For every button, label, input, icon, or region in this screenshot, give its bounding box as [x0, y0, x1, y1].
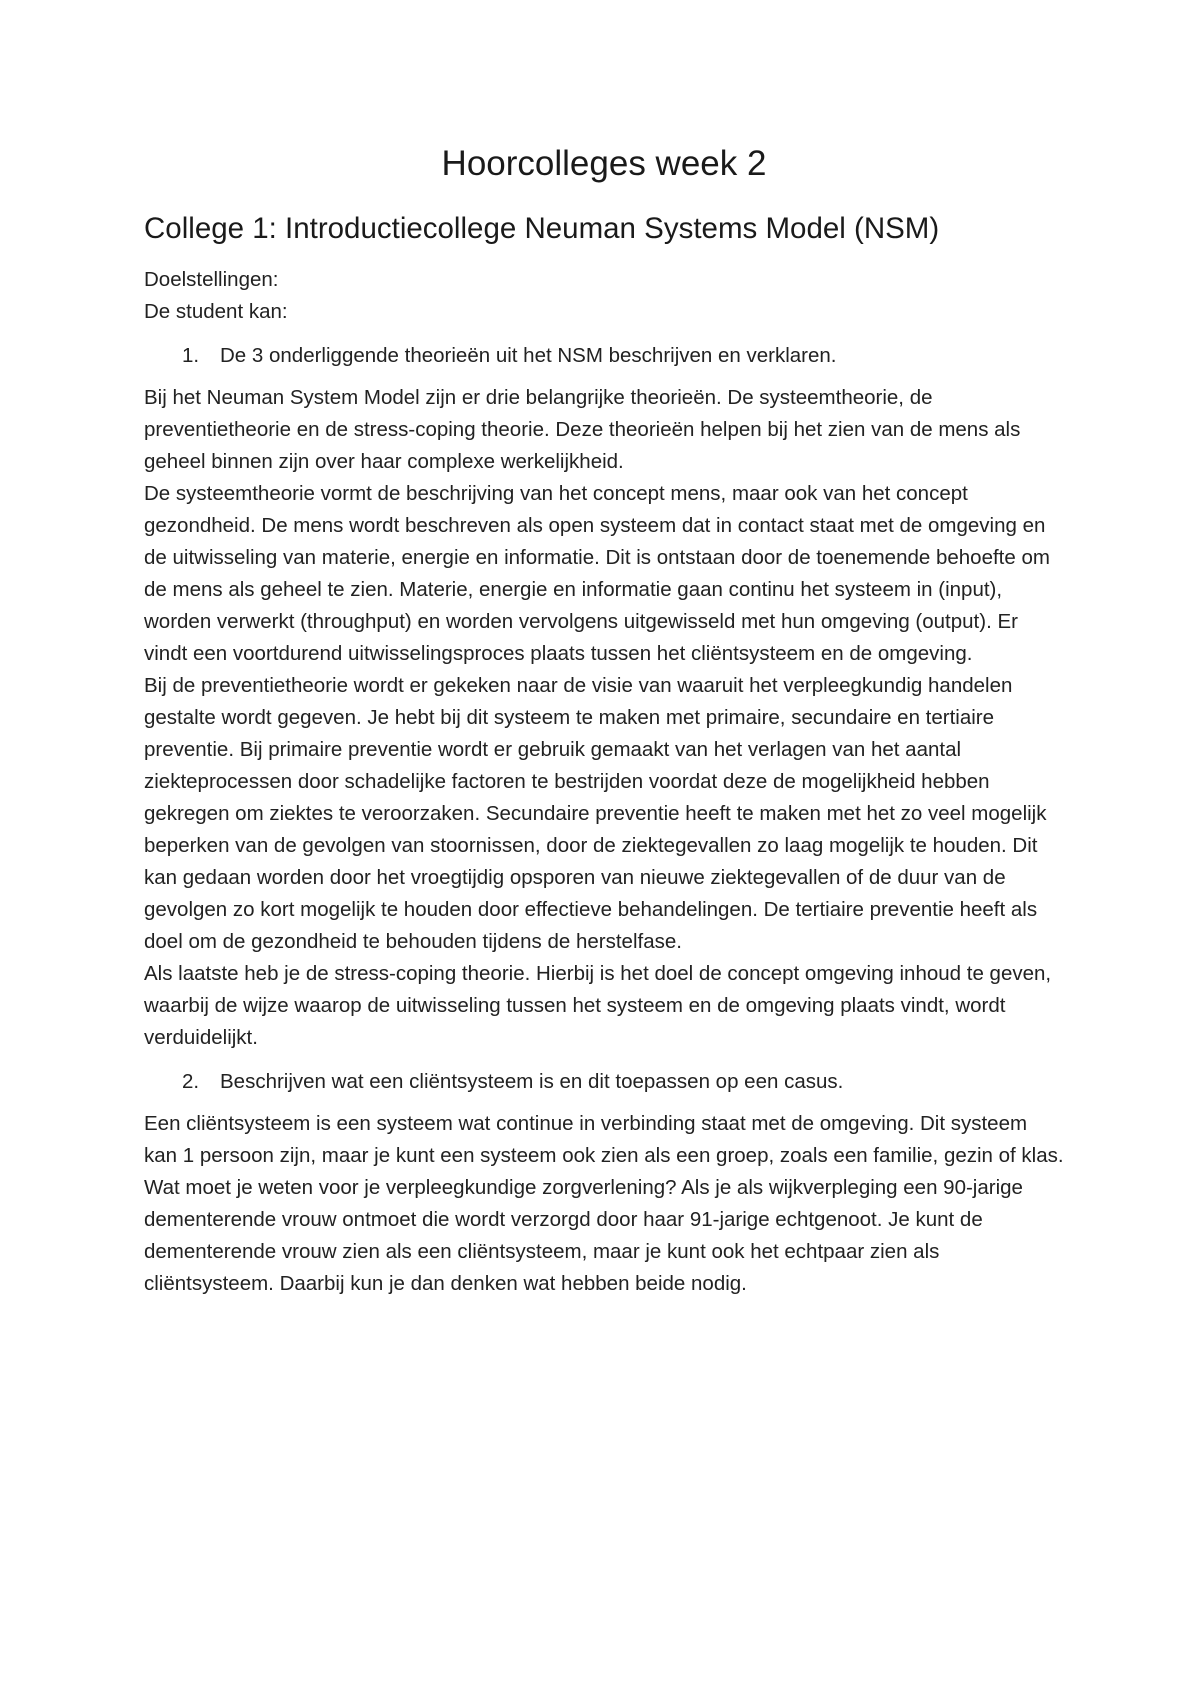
- goal-item-1: [144, 340, 1064, 372]
- paragraph-stress-coping: Als laatste heb je de stress-coping theorie. Hierbij is het doel de concept omgeving inhoud te geven, waarbij de wijze waarop de uitwisseling tussen het systeem en de omgeving plaats vindt, wordt verduidelijkt.: [144, 962, 1052, 1049]
- paragraph-theories-intro: Bij het Neuman System Model zijn er drie belangrijke theorieën. De systeemtheorie, de preventietheorie en de stress-coping theorie. Deze theorieën helpen bij het zien van de mens als geheel binnen zijn over haar complexe werkelijkheid.: [144, 386, 1021, 473]
- goal-text: De 3 onderliggende theorieën uit het NSM beschrijven en verklaren.: [220, 344, 837, 367]
- goal-item-2: [144, 1066, 1064, 1098]
- student-label: De student kan:: [144, 300, 288, 323]
- goal-number: 2.: [182, 1070, 200, 1093]
- paragraph-zorgverlening: Wat moet je weten voor je verpleegkundige zorgverlening? Als je als wijkverpleging een 90-jarige dementerende vrouw ontmoet die wordt verzorgd door haar 91-jarige echtgenoot. Je kunt de dementerende vrouw zien als een cliëntsysteem, maar je kunt ook het echtpaar zien als cliëntsysteem. Daarbij kun je dan denken wat hebben beide nodig.: [144, 1176, 1023, 1295]
- paragraph-preventietheorie: Bij de preventietheorie wordt er gekeken naar de visie van waaruit het verpleegkundig handelen gestalte wordt gegeven. Je hebt bij dit systeem te maken met primaire, secundaire en tertiaire preventie. Bij primaire preventie wordt er gebruik gemaakt van het verlagen van het aantal ziekteprocessen door schadelijke factoren te bestrijden voordat deze de mogelijkheid hebben gekregen om ziektes te veroorzaken. Secundaire preventie heeft te maken met het zo veel mogelijk beperken van de gevolgen van stoornissen, door de ziektegevallen zo laag mogelijk te houden. Dit kan gedaan worden door het vroegtijdig opsporen van nieuwe ziektegevallen of de duur van de gevolgen zo kort mogelijk te houden door effectieve behandelingen. De tertiaire preventie heeft als doel om de gezondheid te behouden tijdens de herstelfase.: [144, 674, 1047, 953]
- goals-label: Doelstellingen:: [144, 268, 279, 291]
- document-title: Hoorcolleges week 2: [441, 144, 767, 183]
- paragraph-clientsysteem: Een cliëntsysteem is een systeem wat continue in verbinding staat met de omgeving. Dit systeem kan 1 persoon zijn, maar je kunt een systeem ook zien als een groep, zoals een familie, gezin of klas.: [144, 1112, 1064, 1167]
- college-heading: College 1: Introductiecollege Neuman Systems Model (NSM): [144, 212, 940, 245]
- goal-text: Beschrijven wat een cliëntsysteem is en dit toepassen op een casus.: [220, 1070, 844, 1093]
- goal-number: 1.: [182, 344, 200, 367]
- paragraph-systeemtheorie: De systeemtheorie vormt de beschrijving van het concept mens, maar ook van het concept gezondheid. De mens wordt beschreven als open systeem dat in contact staat met de omgeving en de uitwisseling van materie, energie en informatie. Dit is ontstaan door de toenemende behoefte om de mens als geheel te zien. Materie, energie en informatie gaan continu het systeem in (input), worden verwerkt (throughput) en worden vervolgens uitgewisseld met hun omgeving (output). Er vindt een voortdurend uitwisselingsproces plaats tussen het cliëntsysteem en de omgeving.: [144, 482, 1050, 665]
